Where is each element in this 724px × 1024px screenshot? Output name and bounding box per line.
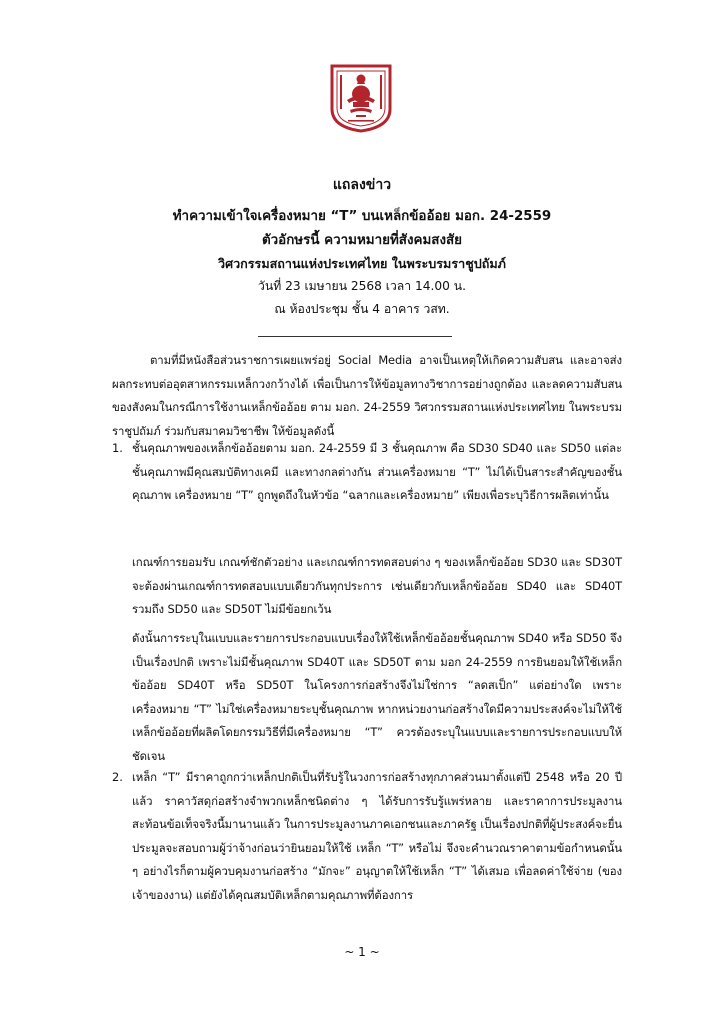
institute-emblem-icon bbox=[326, 63, 396, 133]
item-1-paragraph-1: ชั้นคุณภาพของเหล็กข้ออ้อยตาม มอก. 24-2559 มี 3 ชั้นคุณภาพ คือ SD30 SD40 และ SD50 แต่ละชั้นคุณภาพมีคุณสมบัติทางเคมี และทางกลต่างกัน ส่วนเครื่องหมาย “T” ไม่ได้เป็นสาระสำคัญของชั้นคุณภาพ เครื่องหมาย “T” ถูกพูดถึงในหัวข้อ “ฉลากและเครื่องหมาย” เพียงเพื่อระบุวิธีการผลิตเท่านั้น bbox=[132, 441, 622, 502]
page-number: ~ 1 ~ bbox=[344, 945, 380, 959]
item-1-paragraph-2: เกณฑ์การยอมรับ เกณฑ์ชักตัวอย่าง และเกณฑ์การทดสอบต่าง ๆ ของเหล็กข้ออ้อย SD30 และ SD30T จะต้องผ่านเกณฑ์การทดสอบแบบเดียวกันทุกประการ เช่นเดียวกับเหล็กข้ออ้อย SD40 และ SD40T รวมถึง SD50 และ SD50T ไม่มีข้อยกเว้น bbox=[132, 555, 622, 616]
event-date: วันที่ 23 เมษายน 2568 เวลา 14.00 น. bbox=[258, 279, 466, 293]
headline-line-2: ตัวอักษรนี้ ความหมายที่สังคมสงสัย bbox=[261, 233, 463, 248]
intro-paragraph: ตามที่มีหนังสือส่วนราชการเผยแพร่อยู่ Social Media อาจเป็นเหตุให้เกิดความสับสน และอาจส่งผลกระทบต่ออุตสาหกรรมเหล็กวงกว้างได้ เพื่อเป็นการให้ข้อมูลทางวิชาการอย่างถูกต้อง และลดความสับสนของสังคมในกรณีการใช้งานเหล็กข้ออ้อย ตาม มอก. 24-2559 วิศวกรรมสถานแห่งประเทศไทย ในพระบรมราชูปถัมภ์ ร่วมกับสมาคมวิชาชีพ ให้ข้อมูลดังนี้ bbox=[112, 353, 622, 438]
item-1-paragraph-3: ดังนั้นการระบุในแบบและรายการประกอบแบบเรื่องให้ใช้เหล็กข้ออ้อยชั้นคุณภาพ SD40 หรือ SD50 จึงเป็นเรื่องปกติ เพราะไม่มีชั้นคุณภาพ SD40T และ SD50T ตาม มอก 24-2559 การยินยอมให้ใช้เหล็กข้ออ้อย SD40T หรือ SD50T ในโครงการก่อสร้างจึงไม่ใช่การ “ลดสเป็ก” แต่อย่างใด เพราะเครื่องหมาย “T” ไม่ใช่เครื่องหมายระบุชั้นคุณภาพ หากหน่วยงานก่อสร้างใดมีความประสงค์จะไม่ให้ใช้เหล็กข้ออ้อยที่ผลิตโดยกรรมวิธีที่มีเครื่องหมาย “T” ควรต้องระบุในแบบและรายการประกอบแบบให้ชัดเจน bbox=[132, 631, 622, 763]
item-2-number: 2. bbox=[112, 770, 123, 784]
item-2-paragraph-1: เหล็ก “T” มีราคาถูกกว่าเหล็กปกติเป็นที่รับรู้ในวงการก่อสร้างทุกภาคส่วนมาตั้งแต่ปี 2548 หรือ 20 ปีแล้ว ราคาวัสดุก่อสร้างจำพวกเหล็กชนิดต่าง ๆ ได้รับการรับรู้แพร่หลาย และราคาการประมูลงานสะท้อนข้อเท็จจริงนี้มานานแล้ว ในการประมูลงานภาคเอกชนและภาครัฐ เป็นเรื่องปกติที่ผู้ประสงค์จะยื่นประมูลจะสอบถามผู้ว่าจ้างก่อนว่ายินยอมให้ใช้ เหล็ก “T” หรือไม่ จึงจะคำนวณราคาตามข้อกำหนดนั้น ๆ อย่างไรก็ตามผู้ควบคุมงานก่อสร้าง “มักจะ” อนุญาตให้ใช้เหล็ก “T” ได้เสมอ เพื่อลดค่าใช้จ่าย (ของเจ้าของงาน) แต่ยังได้คุณสมบัติเหล็กตามคุณภาพที่ต้องการ bbox=[132, 770, 622, 902]
event-venue: ณ ห้องประชุม ชั้น 4 อาคาร วสท. bbox=[274, 302, 450, 316]
headline-line-1: ทำความเข้าใจเครื่องหมาย “T” บนเหล็กข้ออ้อย มอก. 24-2559 bbox=[172, 209, 552, 224]
item-1-number: 1. bbox=[112, 441, 123, 455]
press-release-title: แถลงข่าว bbox=[332, 177, 392, 193]
organization-name: วิศวกรรมสถานแห่งประเทศไทย ในพระบรมราชูปถัมภ์ bbox=[218, 256, 506, 271]
header-divider bbox=[258, 336, 452, 337]
